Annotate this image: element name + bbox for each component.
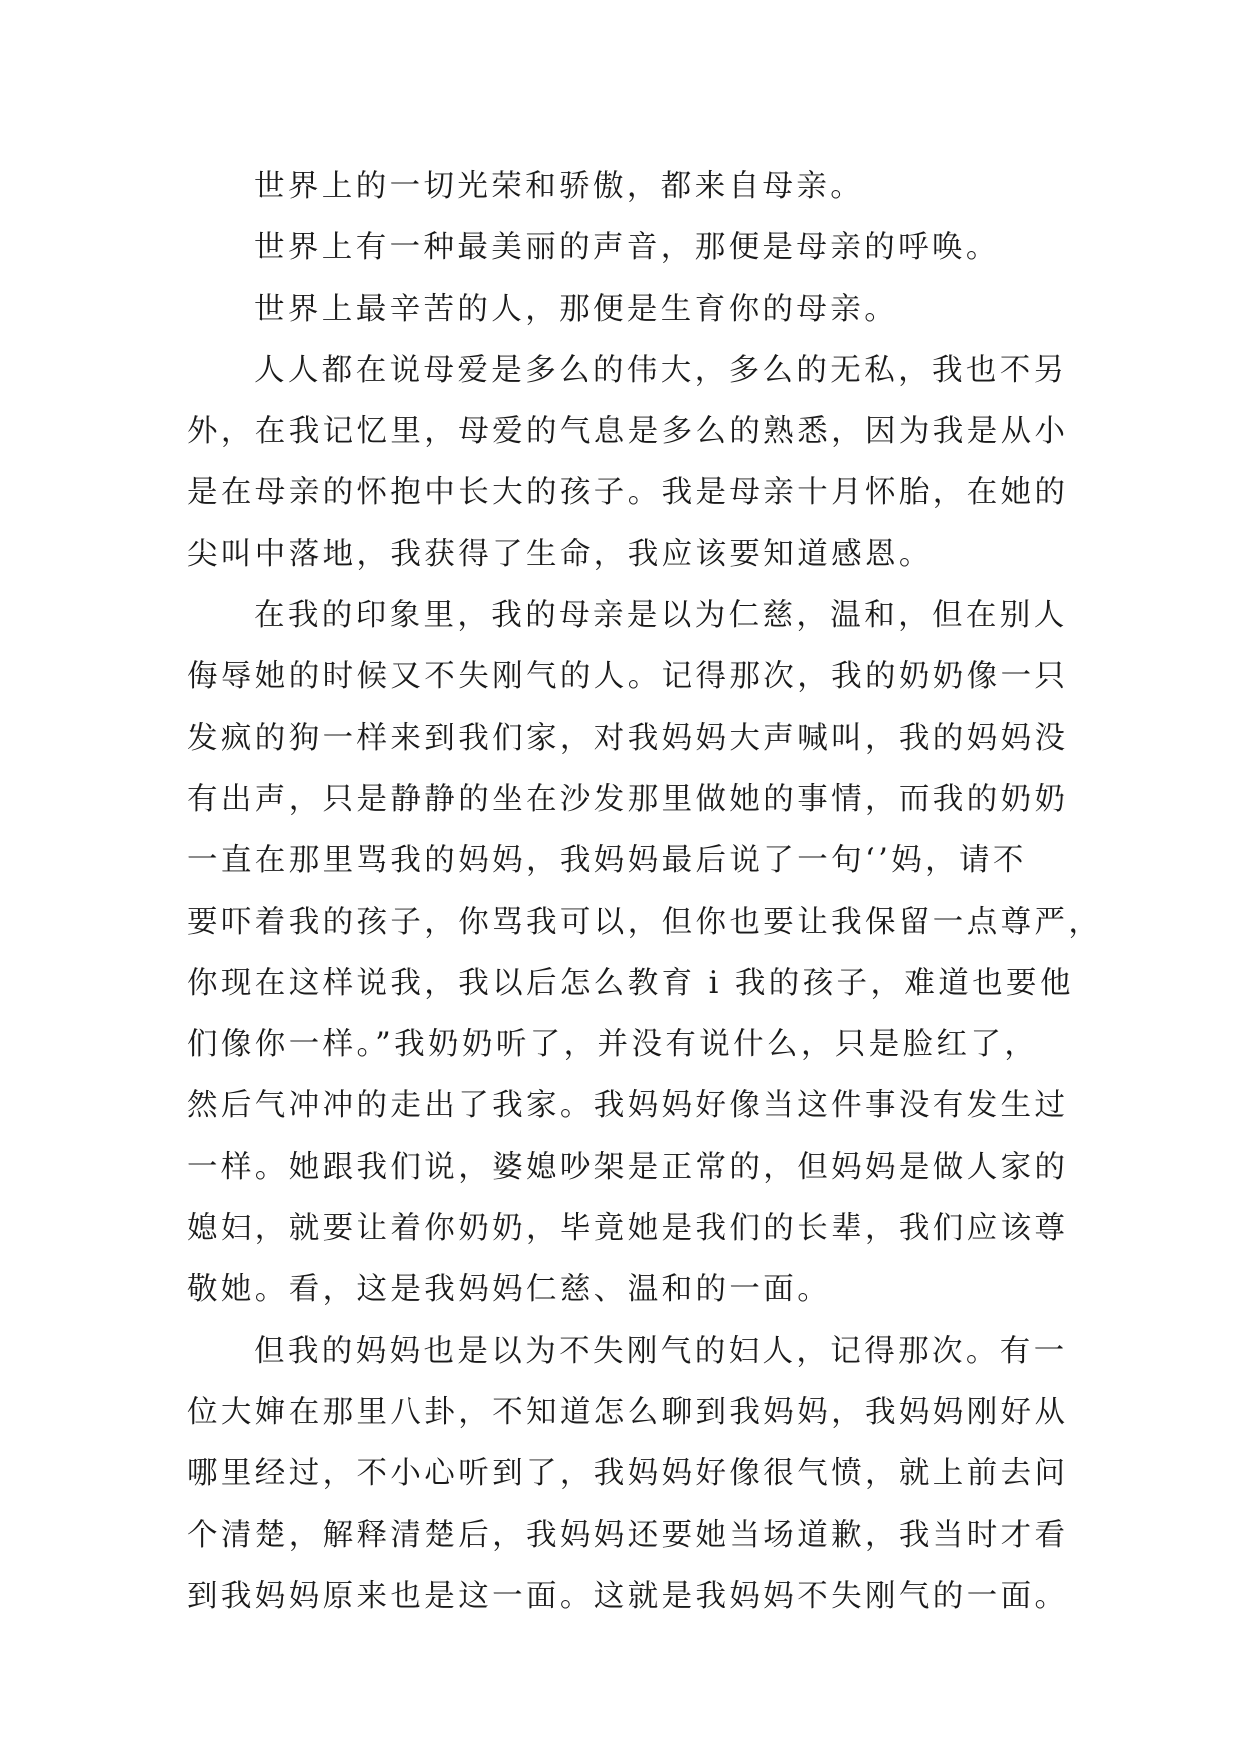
text-line: 在我的印象里，我的母亲是以为仁慈，温和，但在别人 (254, 598, 1068, 634)
text-line: 媳妇，就要让着你奶奶，毕竟她是我们的长辈，我们应该尊 (187, 1211, 1069, 1247)
text-line: 世界上最辛苦的人，那便是生育你的母亲。 (254, 291, 899, 327)
text-line: 到我妈妈原来也是这一面。这就是我妈妈不失刚气的一面。 (187, 1578, 1069, 1614)
text-line: 然后气冲冲的走出了我家。我妈妈好像当这件事没有发生过 (187, 1088, 1069, 1124)
text-line: 一样。她跟我们说，婆媳吵架是正常的，但妈妈是做人家的 (187, 1149, 1069, 1185)
text-line: 世界上有一种最美丽的声音，那便是母亲的呼唤。 (254, 230, 1000, 266)
text-line: 要吓着我的孩子，你骂我可以，但你也要让我保留一点尊严， (187, 904, 1103, 940)
text-line: 哪里经过，不小心听到了，我妈妈好像很气愤，就上前去问 (187, 1456, 1069, 1492)
text-line: 是在母亲的怀抱中长大的孩子。我是母亲十月怀胎，在她的 (187, 475, 1069, 511)
text-line: 敬她。看，这是我妈妈仁慈、温和的一面。 (187, 1272, 832, 1308)
text-line: 你现在这样说我，我以后怎么教育 i 我的孩子，难道也要他 (187, 965, 1074, 1001)
text-line: 们像你一样。”我奶奶听了，并没有说什么，只是脸红了， (187, 1027, 1039, 1063)
text-line: 位大婶在那里八卦，不知道怎么聊到我妈妈，我妈妈刚好从 (187, 1394, 1069, 1430)
text-line: 人人都在说母爱是多么的伟大，多么的无私，我也不另 (254, 352, 1068, 388)
text-line: 外，在我记忆里，母爱的气息是多么的熟悉，因为我是从小 (187, 414, 1069, 450)
text-line: 尖叫中落地，我获得了生命，我应该要知道感恩。 (187, 536, 933, 572)
text-line: 有出声，只是静静的坐在沙发那里做她的事情，而我的奶奶 (187, 781, 1069, 817)
essay-body (187, 156, 1103, 1627)
text-line: 发疯的狗一样来到我们家，对我妈妈大声喊叫，我的妈妈没 (187, 720, 1069, 756)
text-line: 世界上的一切光荣和骄傲，都来自母亲。 (254, 169, 865, 204)
text-line: 一直在那里骂我的妈妈，我妈妈最后说了一句‘’妈，请不 (187, 843, 1027, 879)
text-line: 个清楚，解释清楚后，我妈妈还要她当场道歉，我当时才看 (187, 1517, 1069, 1553)
text-line: 但我的妈妈也是以为不失刚气的妇人，记得那次。有一 (254, 1333, 1068, 1369)
text-line: 侮辱她的时候又不失刚气的人。记得那次，我的奶奶像一只 (187, 659, 1069, 695)
